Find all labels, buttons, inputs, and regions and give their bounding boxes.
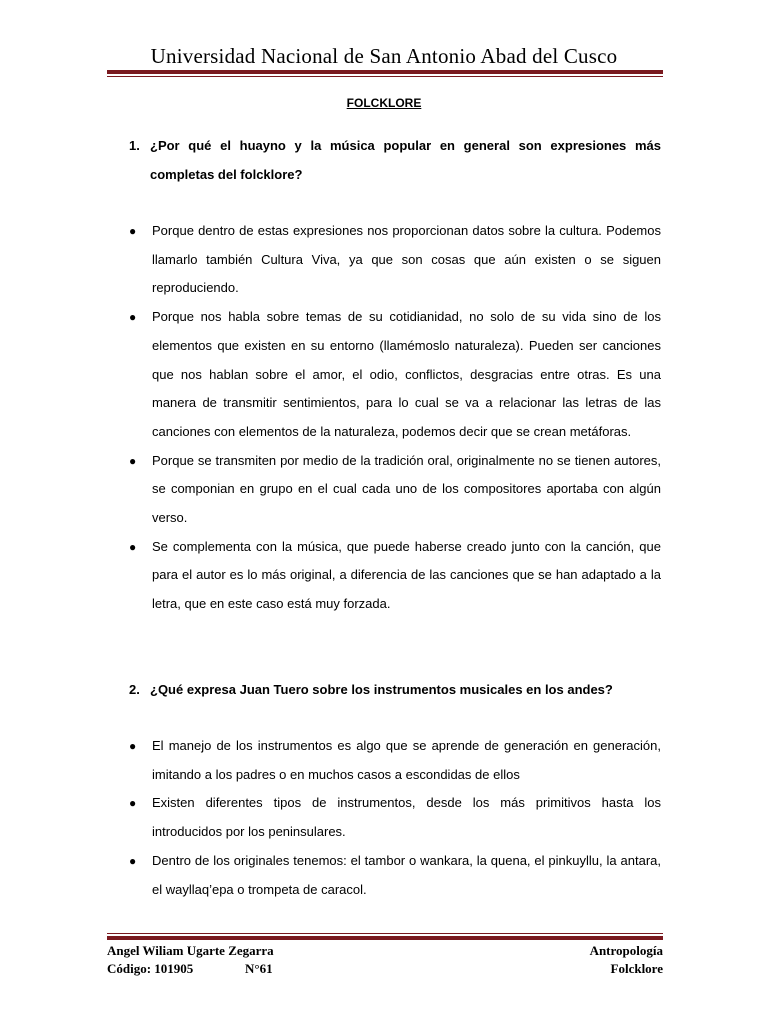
list-item <box>129 732 661 789</box>
bullet-icon: ● <box>129 539 137 554</box>
answer-text: Porque dentro de estas expresiones nos proporcionan datos sobre la cultura. Podemos llamarlo también Cultura Viva, ya que son cosas que aún existen o se siguen reproduciendo. <box>152 223 661 296</box>
bullet-icon: ● <box>129 853 137 868</box>
document-title: FOLCKLORE <box>346 96 422 110</box>
list-item <box>129 789 661 846</box>
answer-text: Porque nos habla sobre temas de su cotidianidad, no solo de su vida sino de los elementos que existen en su entorno (llamémoslo naturaleza). Pueden ser canciones que nos hablan sobre el amor, el odio, conflictos, desgracias entre otras. Es una manera de transmitir sentimientos, para lo cual se va a relacionar las letras de las canciones con elementos de la naturaleza, podemos decir que se crean metáforas. <box>152 309 661 439</box>
answer-list-1 <box>129 217 661 619</box>
bullet-icon: ● <box>129 310 137 325</box>
footer-topic: Folcklore <box>610 961 663 976</box>
list-item <box>129 303 661 447</box>
answer-text: Existen diferentes tipos de instrumentos, desde los más primitivos hasta los introducidos por los peninsulares. <box>152 795 661 840</box>
header-rule <box>107 70 663 77</box>
list-item <box>129 217 661 303</box>
answer-list-2 <box>129 732 661 904</box>
footer-number: N°61 <box>245 961 273 976</box>
question-text: ¿Por qué el huayno y la música popular en general son expresiones más completas del folcklore? <box>150 138 661 182</box>
answer-text: Porque se transmiten por medio de la tradición oral, originalmente no se tienen autores, se componian en grupo en el cual cada uno de los compositores aportaba con algún verso. <box>152 452 661 526</box>
bullet-icon: ● <box>129 453 137 468</box>
footer-author: Angel Wiliam Ugarte Zegarra <box>107 943 274 958</box>
page-header-title: Universidad Nacional de San Antonio Abad del Cusco <box>150 44 618 68</box>
question-number: 1. <box>129 138 140 153</box>
bullet-icon: ● <box>129 796 137 811</box>
list-item <box>129 447 661 533</box>
question-number: 2. <box>129 682 140 697</box>
answer-text: El manejo de los instrumentos es algo que se aprende de generación en generación, imitando a los padres o en muchos casos a escondidas de ellos <box>152 738 661 782</box>
answer-text: Se complementa con la música, que puede haberse creado junto con la canción, que para el autor es lo más original, a diferencia de las canciones que se han adaptado a la letra, que en este caso está muy forzada. <box>152 538 661 612</box>
answer-text: Dentro de los originales tenemos: el tambor o wankara, la quena, el pinkuyllu, la antara, el wayllaq’epa o trompeta de caracol. <box>152 852 661 897</box>
question-2 <box>129 675 661 704</box>
bullet-icon: ● <box>129 739 137 753</box>
question-1 <box>129 131 661 189</box>
question-text: ¿Qué expresa Juan Tuero sobre los instrumentos musicales en los andes? <box>150 682 613 697</box>
bullet-icon: ● <box>129 224 137 238</box>
footer-rule <box>107 933 663 940</box>
footer-code: Código: 101905 <box>107 961 194 976</box>
list-item <box>129 533 661 619</box>
footer-course: Antropología <box>589 943 663 958</box>
list-item <box>129 847 661 904</box>
